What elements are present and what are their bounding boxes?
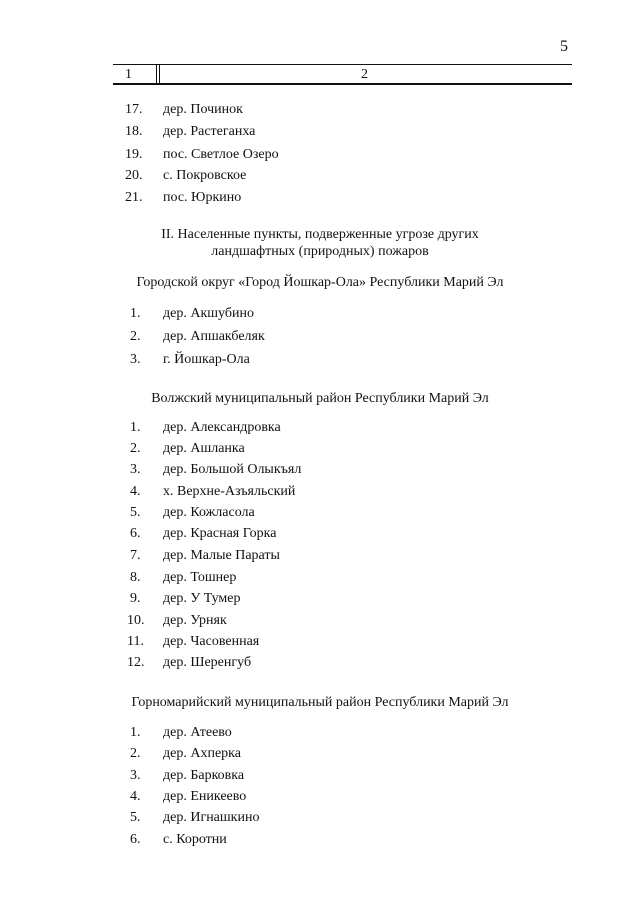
item-name: дер. Урняк: [163, 613, 227, 628]
item-number: 9.: [130, 591, 141, 606]
item-number: 1.: [130, 306, 141, 321]
item-name: х. Верхне-Азъяльский: [163, 484, 296, 499]
item-name: дер. Починок: [163, 102, 243, 117]
item-name: дер. Часовенная: [163, 634, 260, 649]
item-name: дер. Красная Горка: [163, 526, 277, 541]
item-number: 4.: [130, 789, 141, 804]
item-number: 3.: [130, 768, 141, 783]
item-name: дер. Акшубино: [163, 306, 254, 321]
item-number: 17.: [125, 102, 143, 117]
item-name: дер. Тошнер: [163, 570, 237, 585]
item-number: 1.: [130, 725, 141, 740]
item-number: 3.: [130, 462, 141, 477]
item-number: 2.: [130, 441, 141, 456]
item-number: 18.: [125, 124, 143, 139]
item-number: 5.: [130, 505, 141, 520]
item-number: 11.: [127, 634, 144, 649]
item-number: 4.: [130, 484, 141, 499]
item-number: 8.: [130, 570, 141, 585]
section-title-line-2: ландшафтных (природных) пожаров: [211, 244, 429, 259]
item-name: дер. Апшакбеляк: [163, 329, 265, 344]
item-number: 19.: [125, 147, 143, 162]
header-column-2: 2: [361, 67, 368, 82]
item-number: 2.: [130, 329, 141, 344]
item-number: 21.: [125, 190, 143, 205]
item-name: пос. Юркино: [163, 190, 242, 205]
item-number: 1.: [130, 420, 141, 435]
item-name: дер. Барковка: [163, 768, 245, 783]
item-number: 20.: [125, 168, 143, 183]
group-title: Горномарийский муниципальный район Республики Марий Эл: [131, 695, 509, 710]
item-number: 6.: [130, 526, 141, 541]
item-name: с. Коротни: [163, 832, 227, 847]
item-name: дер. Александровка: [163, 420, 281, 435]
group-title: Городской округ «Город Йошкар-Ола» Республики Марий Эл: [136, 275, 504, 290]
item-name: дер. Малые Параты: [163, 548, 280, 563]
item-name: дер. Игнашкино: [163, 810, 260, 825]
item-name: пос. Светлое Озеро: [163, 147, 279, 162]
header-column-1: 1: [113, 65, 157, 83]
item-number: 12.: [127, 655, 145, 670]
item-name: с. Покровское: [163, 168, 247, 183]
item-number: 5.: [130, 810, 141, 825]
item-number: 3.: [130, 352, 141, 367]
item-name: дер. Кожласола: [163, 505, 255, 520]
header-table: [113, 64, 572, 85]
item-number: 2.: [130, 746, 141, 761]
item-name: дер. Большой Олыкъял: [163, 462, 302, 477]
item-number: 10.: [127, 613, 145, 628]
section-title-line-1: II. Населенные пункты, подверженные угрозе других: [161, 227, 479, 242]
item-name: дер. Растеганха: [163, 124, 256, 139]
page-number: 5: [560, 38, 568, 55]
item-name: дер. Ахперка: [163, 746, 241, 761]
item-number: 7.: [130, 548, 141, 563]
item-number: 6.: [130, 832, 141, 847]
item-name: дер. Шеренгуб: [163, 655, 252, 670]
item-name: дер. Еникеево: [163, 789, 247, 804]
item-name: дер. Ашланка: [163, 441, 245, 456]
item-name: дер. Атеево: [163, 725, 232, 740]
item-name: дер. У Тумер: [163, 591, 241, 606]
group-title: Волжский муниципальный район Республики Марий Эл: [151, 391, 489, 406]
item-name: г. Йошкар-Ола: [163, 352, 250, 367]
